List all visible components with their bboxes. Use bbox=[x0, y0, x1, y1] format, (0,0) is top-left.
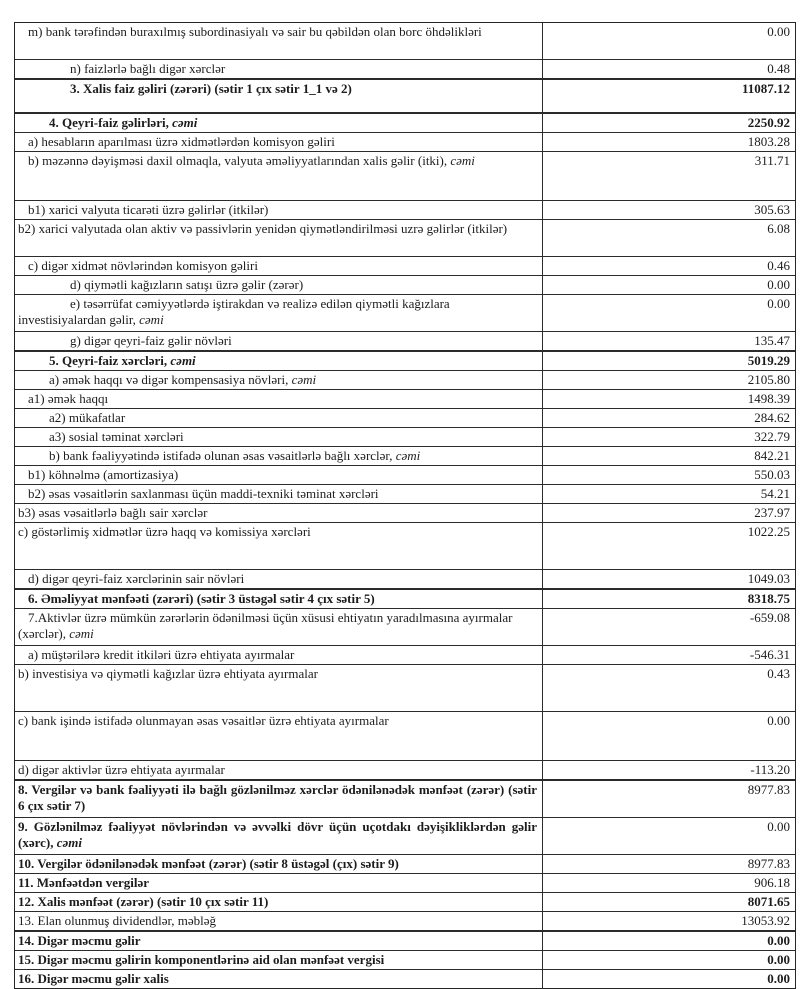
table-row bbox=[15, 854, 795, 873]
row-value: 0.48 bbox=[767, 61, 790, 76]
row-label-emphasis: cəmi bbox=[172, 115, 198, 130]
row-value: 135.47 bbox=[754, 333, 790, 348]
row-label: 3. Xalis faiz gəliri (zərəri) (sətir 1 çıx sətir 1_1 və 2) bbox=[15, 80, 543, 112]
row-value: 0.00 bbox=[767, 24, 790, 39]
row-value: 0.43 bbox=[767, 666, 790, 681]
table-row bbox=[15, 294, 795, 331]
table-row bbox=[15, 522, 795, 569]
row-value: 0.46 bbox=[767, 258, 790, 273]
row-label: 8. Vergilər və bank fəaliyyəti ilə bağlı gözlənilməz xərclər ödənilənədək mənfəət (zərər) (sətir 6 çıx sətir 7) bbox=[15, 781, 543, 817]
row-label-emphasis: cəmi bbox=[139, 312, 164, 327]
row-label-text: e) təsərrüfat cəmiyyətlərdə iştirakdan və realizə edilən qiymətli kağızlara investisiyalardan gəlir, bbox=[18, 296, 450, 327]
row-value: 8318.75 bbox=[747, 591, 790, 606]
row-label-text: a) əmək haqqı və digər kompensasiya növləri, bbox=[49, 372, 292, 387]
table-row bbox=[15, 59, 795, 78]
row-label: a2) mükafatlar bbox=[15, 409, 543, 427]
table-row bbox=[15, 760, 795, 779]
table-row bbox=[15, 350, 795, 370]
row-value: 5019.29 bbox=[747, 353, 790, 368]
row-value: -113.20 bbox=[750, 762, 790, 777]
row-label: c) digər xidmət növlərindən komisyon gəliri bbox=[15, 257, 543, 275]
row-label-text: 7.Aktivlər üzrə mümkün zərərlərin ödənilməsi üçün xüsusi ehtiyatın yaradılmasına ayırmalar (xərclər), bbox=[18, 610, 513, 641]
table-row bbox=[15, 484, 795, 503]
row-label bbox=[15, 447, 543, 465]
row-value: 311.71 bbox=[754, 153, 790, 168]
row-value: 0.00 bbox=[767, 952, 790, 967]
row-label: d) qiymətli kağızların satışı üzrə gəlir (zərər) bbox=[15, 276, 543, 294]
row-value: 11087.12 bbox=[741, 81, 790, 96]
row-label: 13. Elan olunmuş dividendlər, məbləğ bbox=[15, 912, 543, 930]
row-value: 0.00 bbox=[767, 933, 790, 948]
table-row bbox=[15, 588, 795, 608]
row-value: 0.00 bbox=[767, 713, 790, 728]
row-label-emphasis: cəmi bbox=[69, 626, 94, 641]
row-value: 237.97 bbox=[754, 505, 790, 520]
table-row bbox=[15, 389, 795, 408]
table-row bbox=[15, 911, 795, 930]
row-label-emphasis: cəmi bbox=[56, 835, 82, 850]
table-row bbox=[15, 408, 795, 427]
table-row bbox=[15, 200, 795, 219]
row-label: 16. Digər məcmu gəlir xalis bbox=[15, 970, 543, 988]
table-row bbox=[15, 446, 795, 465]
row-value: 13053.92 bbox=[741, 913, 790, 928]
row-label: b1) köhnəlmə (amortizasiya) bbox=[15, 466, 543, 484]
row-label bbox=[15, 114, 543, 132]
row-label: d) digər aktivlər üzrə ehtiyata ayırmalar bbox=[15, 761, 543, 779]
row-label: m) bank tərəfindən buraxılmış subordinasiyalı və sair bu qəbildən olan borc öhdəlikləri bbox=[15, 23, 543, 59]
table-row bbox=[15, 569, 795, 588]
row-value: 322.79 bbox=[754, 429, 790, 444]
row-value: 1498.39 bbox=[747, 391, 790, 406]
table-row bbox=[15, 132, 795, 151]
row-label: 15. Digər məcmu gəlirin komponentlərinə aid olan mənfəət vergisi bbox=[15, 951, 543, 969]
table-row bbox=[15, 645, 795, 664]
row-label: a3) sosial təminat xərcləri bbox=[15, 428, 543, 446]
row-value: 0.00 bbox=[767, 819, 790, 834]
row-value: 54.21 bbox=[760, 486, 790, 501]
row-value: 8977.83 bbox=[747, 856, 790, 871]
row-label bbox=[15, 371, 543, 389]
table-row bbox=[15, 892, 795, 911]
row-label-text: b) məzənnə dəyişməsi daxil olmaqla, valyuta əməliyyatlarından xalis gəlir (itki), bbox=[28, 153, 451, 168]
row-label: 14. Digər məcmu gəlir bbox=[15, 932, 543, 950]
table-row bbox=[15, 465, 795, 484]
row-label-emphasis: cəmi bbox=[395, 448, 421, 463]
row-label bbox=[15, 295, 543, 331]
table-row bbox=[15, 664, 795, 711]
row-label bbox=[15, 152, 543, 200]
table-row bbox=[15, 503, 795, 522]
table-row bbox=[15, 256, 795, 275]
row-value: 284.62 bbox=[754, 410, 790, 425]
table-row bbox=[15, 151, 795, 200]
row-label: 12. Xalis mənfəət (zərər) (sətir 10 çıx sətir 11) bbox=[15, 893, 543, 911]
row-label-text: 4. Qeyri-faiz gəlirləri, bbox=[49, 115, 173, 130]
row-label: b) investisiya və qiymətli kağızlar üzrə ehtiyata ayırmalar bbox=[15, 665, 543, 711]
table-row bbox=[15, 950, 795, 969]
row-label-text: b) bank fəaliyyətində istifadə olunan əsas vəsaitlərlə bağlı xərclər, bbox=[49, 448, 396, 463]
row-label bbox=[15, 818, 543, 854]
row-label: c) göstərlimiş xidmətlər üzrə haqq və komissiya xərcləri bbox=[15, 523, 543, 569]
row-label: 11. Mənfəətdən vergilər bbox=[15, 874, 543, 892]
table-row bbox=[15, 969, 795, 988]
row-label: n) faizlərlə bağlı digər xərclər bbox=[15, 60, 543, 78]
table-row bbox=[15, 78, 795, 112]
row-label: c) bank işində istifadə olunmayan əsas vəsaitlər üzrə ehtiyata ayırmalar bbox=[15, 712, 543, 760]
row-label-emphasis: cəmi bbox=[291, 372, 317, 387]
row-label: 10. Vergilər ödənilənədək mənfəət (zərər) (sətir 8 üstəgəl (çıx) sətir 9) bbox=[15, 855, 543, 873]
row-value: 8071.65 bbox=[747, 894, 790, 909]
row-label bbox=[15, 609, 543, 645]
row-label: b2) əsas vəsaitlərin saxlanması üçün maddi-texniki təminat xərcləri bbox=[15, 485, 543, 503]
row-value: -659.08 bbox=[749, 610, 790, 625]
row-label: g) digər qeyri-faiz gəlir növləri bbox=[15, 332, 543, 350]
row-value: 550.03 bbox=[754, 467, 790, 482]
row-value: 0.00 bbox=[767, 277, 790, 292]
row-label: a) müştərilərə kredit itkiləri üzrə ehtiyata ayırmalar bbox=[15, 646, 543, 664]
table-row bbox=[15, 219, 795, 256]
row-value: 0.00 bbox=[767, 971, 790, 986]
table-row bbox=[15, 608, 795, 645]
row-value: 2250.92 bbox=[747, 115, 790, 130]
table-row bbox=[15, 112, 795, 132]
table-row bbox=[15, 873, 795, 892]
row-label-emphasis: cəmi bbox=[450, 153, 475, 168]
row-value: 305.63 bbox=[754, 202, 790, 217]
row-label: 6. Əməliyyat mənfəəti (zərəri) (sətir 3 üstəgəl sətir 4 çıx sətir 5) bbox=[15, 590, 543, 608]
table-row bbox=[15, 711, 795, 760]
row-label: b2) xarici valyutada olan aktiv və passivlərin yenidən qiymətləndirilməsi uzrə gəlirlər (itkilər) bbox=[15, 220, 543, 256]
table-row bbox=[15, 23, 795, 59]
row-label: b3) əsas vəsaitlərlə bağlı sair xərclər bbox=[15, 504, 543, 522]
row-label bbox=[15, 352, 543, 370]
table-row bbox=[15, 817, 795, 854]
row-label-text: 9. Gözlənilməz fəaliyyət növlərindən və əvvəlki dövr üçün uçotdakı dəyişikliklərdən gəlir (xərc), bbox=[18, 819, 537, 850]
table-row bbox=[15, 427, 795, 446]
table-row bbox=[15, 370, 795, 389]
row-label-emphasis: cəmi bbox=[170, 353, 196, 368]
table-row bbox=[15, 275, 795, 294]
table-row bbox=[15, 930, 795, 950]
row-value: 0.00 bbox=[767, 296, 790, 311]
row-value: 906.18 bbox=[754, 875, 790, 890]
row-value: 1049.03 bbox=[747, 571, 790, 586]
row-label: a) hesabların aparılması üzrə xidmətlərdən komisyon gəliri bbox=[15, 133, 543, 151]
row-value: 2105.80 bbox=[747, 372, 790, 387]
row-label-text: 5. Qeyri-faiz xərcləri, bbox=[49, 353, 171, 368]
row-value: 842.21 bbox=[754, 448, 790, 463]
row-value: 1803.28 bbox=[747, 134, 790, 149]
row-label: a1) əmək haqqı bbox=[15, 390, 543, 408]
table-row bbox=[15, 779, 795, 817]
row-value: 1022.25 bbox=[747, 524, 790, 539]
row-value: -546.31 bbox=[749, 647, 790, 662]
table-row bbox=[15, 331, 795, 350]
row-label: d) digər qeyri-faiz xərclərinin sair növləri bbox=[15, 570, 543, 588]
income-statement-table bbox=[14, 22, 796, 989]
row-value: 8977.83 bbox=[747, 782, 790, 797]
row-value: 6.08 bbox=[767, 221, 790, 236]
row-label: b1) xarici valyuta ticarəti üzrə gəlirlər (itkilər) bbox=[15, 201, 543, 219]
